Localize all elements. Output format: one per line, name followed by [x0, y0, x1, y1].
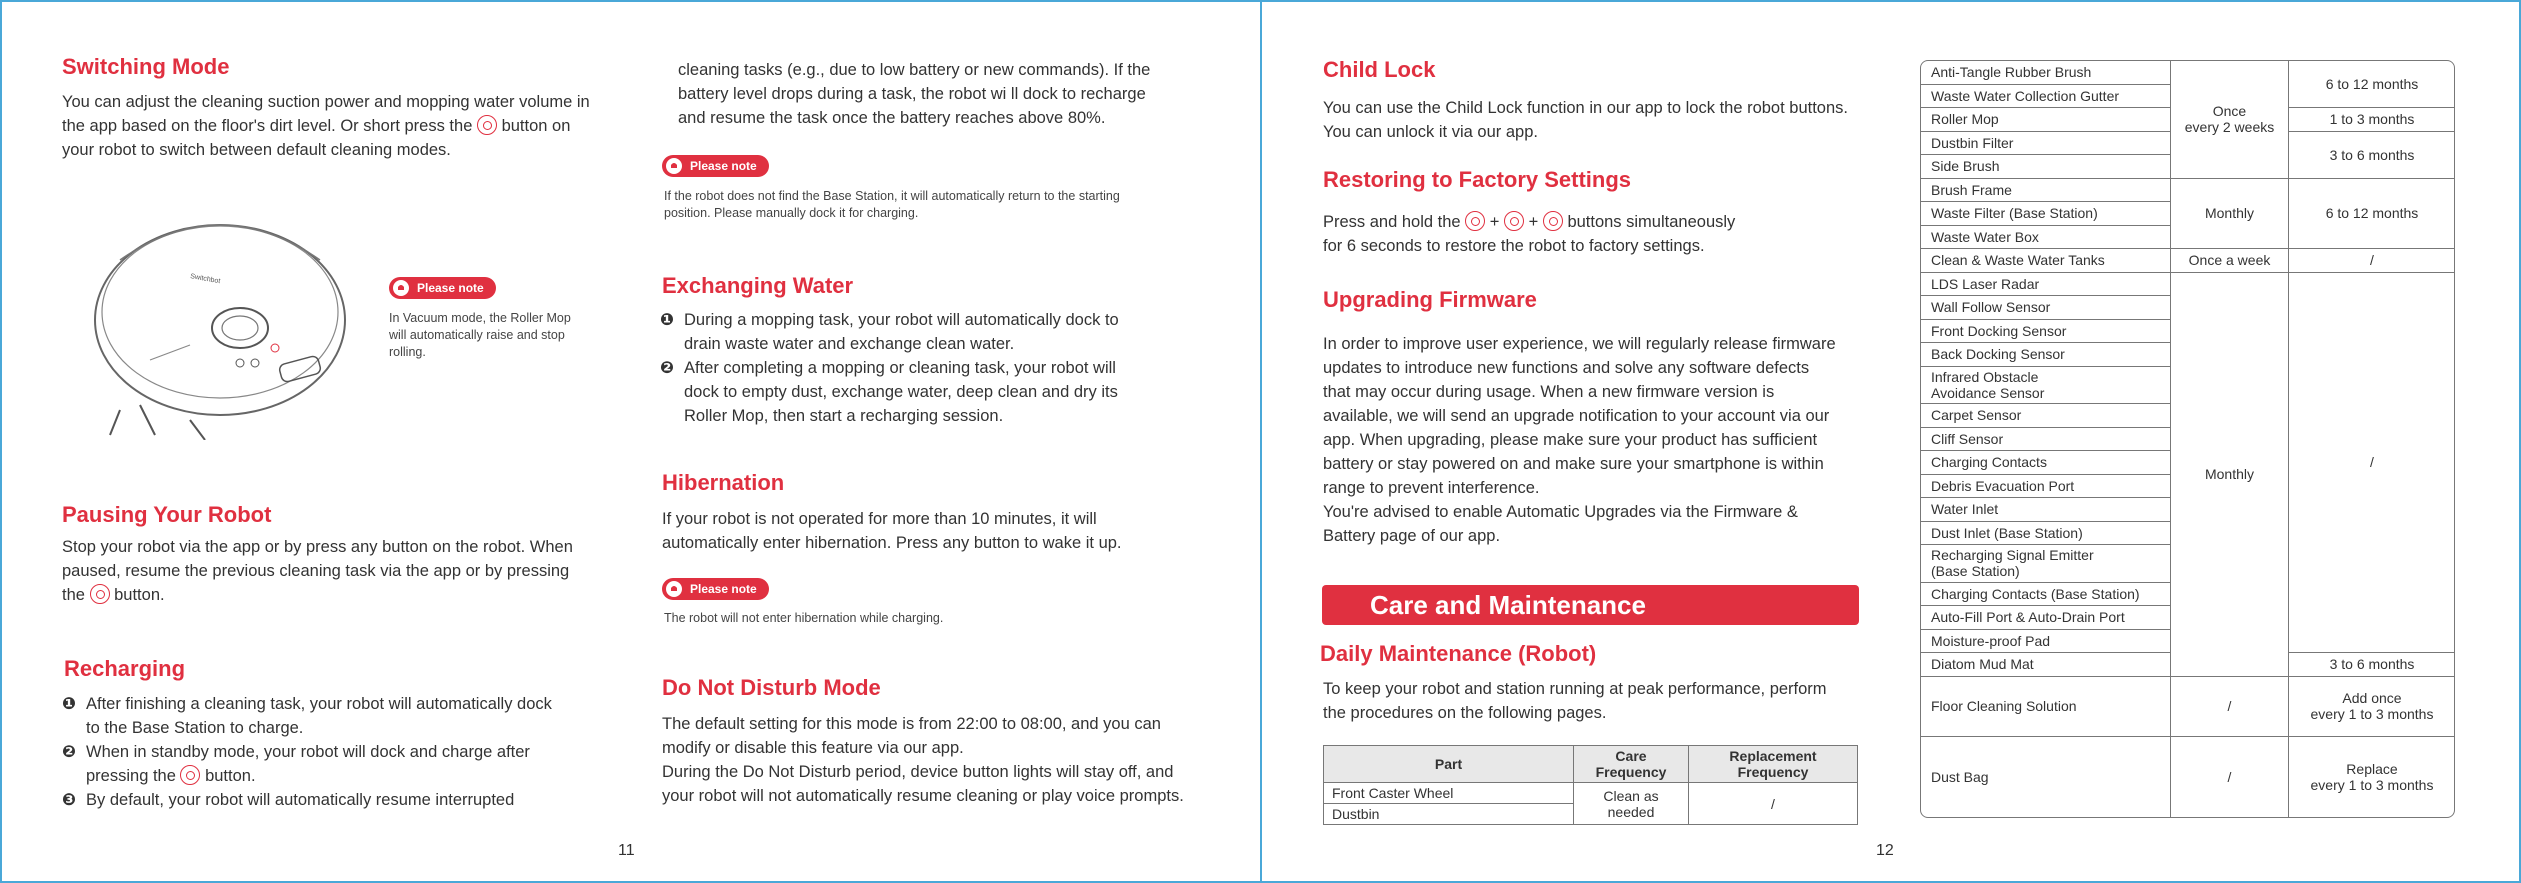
factory-line-1: Press and hold the + + buttons simultaneously	[1323, 213, 1736, 231]
pausing-text	[62, 535, 602, 607]
table-part-cell: Dustbin Filter	[1921, 132, 2171, 156]
hibernation-text: If your robot is not operated for more than 10 minutes, it will automatically enter hibernation. Press any button to wake it up.	[662, 510, 1122, 552]
table-care-cell: Once every 2 weeks	[2171, 61, 2289, 179]
child-lock-text: You can use the Child Lock function in our app to lock the robot buttons. You can unlock it via our app.	[1323, 99, 1848, 141]
table-cell: Dustbin	[1324, 804, 1574, 825]
table-part-cell: Brush Frame	[1921, 179, 2171, 203]
recharging-item-1: ❶ After finishing a cleaning task, your robot will automatically dock to the Base Station to charge.	[62, 695, 552, 737]
table-part-cell: Recharging Signal Emitter (Base Station)	[1921, 545, 2171, 583]
table-row	[1324, 783, 1858, 804]
bell-icon	[393, 280, 409, 296]
table-part-cell: Back Docking Sensor	[1921, 343, 2171, 367]
pausing-title: Pausing Your Robot	[62, 502, 272, 527]
table-part-cell: Wall Follow Sensor	[1921, 296, 2171, 320]
switching-line-3: your robot to switch between default cleaning modes.	[62, 141, 451, 159]
table-header: Care Frequency	[1574, 746, 1689, 783]
firmware-title: Upgrading Firmware	[1323, 287, 1537, 312]
table-part-cell: Carpet Sensor	[1921, 404, 2171, 428]
power-button-icon	[1465, 211, 1485, 231]
switching-line-2a: the app based on the floor's dirt level. Or short press the	[62, 117, 473, 135]
table-replace-cell: 6 to 12 months	[2289, 179, 2455, 250]
table-header: Part	[1324, 746, 1574, 783]
table-part-cell: Infrared Obstacle Avoidance Sensor	[1921, 367, 2171, 405]
table-part-cell: Moisture-proof Pad	[1921, 630, 2171, 654]
bell-icon	[666, 158, 682, 174]
recharging-item-2: ❷ When in standby mode, your robot will dock and charge after pressing the button.	[62, 743, 530, 785]
table-part-cell: Auto-Fill Port & Auto-Drain Port	[1921, 606, 2171, 630]
table-cell: Clean as needed	[1574, 783, 1689, 825]
table-part-cell: Waste Water Box	[1921, 226, 2171, 250]
mini-maintenance-table	[1323, 745, 1858, 825]
switching-line-2b: button on	[501, 117, 571, 135]
table-care-cell: Monthly	[2171, 273, 2289, 677]
table-part-cell: Waste Filter (Base Station)	[1921, 202, 2171, 226]
factory-title: Restoring to Factory Settings	[1323, 167, 1632, 192]
note-1-line-2: will automatically raise and stop	[389, 328, 565, 342]
table-replace-cell: /	[2289, 249, 2455, 273]
care-maintenance-banner: Care and Maintenance	[1322, 585, 1859, 625]
page-divider	[1260, 0, 1262, 883]
recharging-item-3: ❸ By default, your robot will automatically resume interrupted	[62, 791, 515, 809]
table-part-cell: Side Brush	[1921, 155, 2171, 179]
switching-mode-text	[62, 90, 602, 162]
svg-text:Switchbot: Switchbot	[189, 273, 221, 286]
table-part-cell: Dust Inlet (Base Station)	[1921, 522, 2171, 546]
please-note-badge-2: Please note	[662, 155, 769, 177]
recharging-continued: cleaning tasks (e.g., due to low battery or new commands). If the battery level drops during a task, the robot wi ll dock to recharge and resume the task once the battery reaches above 80%.	[678, 61, 1151, 127]
please-note-badge-3: Please note	[662, 578, 769, 600]
table-part-cell: Water Inlet	[1921, 498, 2171, 522]
dnd-title: Do Not Disturb Mode	[662, 675, 881, 700]
table-part-cell: Floor Cleaning Solution	[1921, 677, 2171, 737]
table-care-cell: /	[2171, 737, 2289, 818]
table-cell: Front Caster Wheel	[1324, 783, 1574, 804]
switching-mode-title: Switching Mode	[62, 54, 230, 79]
table-part-cell: Waste Water Collection Gutter	[1921, 85, 2171, 109]
table-replace-cell: Replace every 1 to 3 months	[2289, 737, 2455, 818]
pausing-line-3a: the	[62, 586, 85, 604]
please-note-label: Please note	[417, 281, 484, 295]
pausing-line-3b: button.	[114, 586, 165, 604]
robot-vacuum-icon	[80, 200, 370, 440]
table-part-cell: Anti-Tangle Rubber Brush	[1921, 61, 2171, 85]
dnd-text: The default setting for this mode is from 22:00 to 08:00, and you can modify or disable this feature via our app. During the Do Not Disturb period, device button lights will stay off, and your robot will not automatically resume cleaning or play voice prompts.	[662, 715, 1184, 805]
power-button-icon	[90, 584, 110, 604]
table-part-cell: Debris Evacuation Port	[1921, 475, 2171, 499]
table-part-cell: Dust Bag	[1921, 737, 2171, 818]
pausing-line-3	[62, 583, 602, 607]
page-number-right: 12	[1876, 842, 1894, 859]
exchanging-list	[660, 308, 1194, 428]
child-lock-title: Child Lock	[1323, 57, 1436, 82]
table-part-cell: Charging Contacts	[1921, 451, 2171, 475]
exchanging-item-2: ❷ After completing a mopping or cleaning task, your robot will dock to empty dust, exchange water, deep clean and dry its Roller Mop, then start a recharging session.	[660, 359, 1118, 425]
table-part-cell: Clean & Waste Water Tanks	[1921, 249, 2171, 273]
table-part-cell: Front Docking Sensor	[1921, 320, 2171, 344]
note-2-text: If the robot does not find the Base Station, it will automatically return to the starting position. Please manually dock it for charging.	[664, 189, 1120, 220]
home-button-icon	[1504, 211, 1524, 231]
daily-maintenance-title: Daily Maintenance (Robot)	[1320, 641, 1597, 666]
table-replace-cell: /	[2289, 273, 2455, 654]
table-part-cell: Charging Contacts (Base Station)	[1921, 583, 2171, 607]
pausing-line-2: paused, resume the previous cleaning task via the app or by pressing	[62, 562, 570, 580]
firmware-text: In order to improve user experience, we will regularly release firmware updates to introduce new functions and solve any software defects that may occur during usage. When a new firmware version is available, we will send an upgrade notification to your account via our app. When upgrading, please make sure your product has sufficient battery or stay powered on and make sure your smartphone is within range to prevent interference. You're advised to enable Automatic Upgrades via the Firmware & Battery page of our app.	[1323, 335, 1836, 545]
switching-line-2	[62, 114, 602, 138]
mode-button-icon	[1543, 211, 1563, 231]
maintenance-schedule-table	[1920, 60, 2455, 818]
mode-button-icon	[477, 115, 497, 135]
exchanging-water-title: Exchanging Water	[662, 273, 854, 298]
note-3-text: The robot will not enter hibernation while charging.	[664, 611, 944, 625]
recharging-title: Recharging	[64, 656, 186, 681]
home-button-icon	[180, 765, 200, 785]
table-replace-cell: 3 to 6 months	[2289, 132, 2455, 179]
pausing-line-1: Stop your robot via the app or by press any button on the robot. When	[62, 538, 573, 556]
note-1-text	[389, 310, 609, 361]
page-number-left: 11	[618, 842, 635, 859]
robot-illustration	[80, 200, 370, 440]
table-replace-cell: 3 to 6 months	[2289, 653, 2455, 677]
table-part-cell: Cliff Sensor	[1921, 428, 2171, 452]
table-part-cell: LDS Laser Radar	[1921, 273, 2171, 297]
bell-icon	[666, 581, 682, 597]
factory-text: Press and hold the + + buttons simultaneously for 6 seconds to restore the robot to factory settings.	[1323, 210, 1863, 258]
table-replace-cell: 1 to 3 months	[2289, 108, 2455, 132]
table-care-cell: /	[2171, 677, 2289, 737]
table-part-cell: Roller Mop	[1921, 108, 2171, 132]
hibernation-title: Hibernation	[662, 470, 785, 495]
table-care-cell: Once a week	[2171, 249, 2289, 273]
table-part-cell: Diatom Mud Mat	[1921, 653, 2171, 677]
switching-line-1: You can adjust the cleaning suction power and mopping water volume in	[62, 93, 590, 111]
exchanging-item-1: ❶ During a mopping task, your robot will automatically dock to drain waste water and exchange clean water.	[660, 311, 1119, 353]
recharging-list	[62, 692, 598, 812]
note-1-line-1: In Vacuum mode, the Roller Mop	[389, 311, 571, 325]
note-1-line-3: rolling.	[389, 345, 426, 359]
table-cell: /	[1689, 783, 1858, 825]
table-care-cell: Monthly	[2171, 179, 2289, 250]
table-replace-cell: 6 to 12 months	[2289, 61, 2455, 108]
table-replace-cell: Add once every 1 to 3 months	[2289, 677, 2455, 737]
daily-maintenance-text: To keep your robot and station running at peak performance, perform the procedures on the following pages.	[1323, 680, 1827, 722]
table-header: Replacement Frequency	[1689, 746, 1858, 783]
please-note-badge-1	[389, 277, 496, 299]
table-header-row	[1324, 746, 1858, 783]
